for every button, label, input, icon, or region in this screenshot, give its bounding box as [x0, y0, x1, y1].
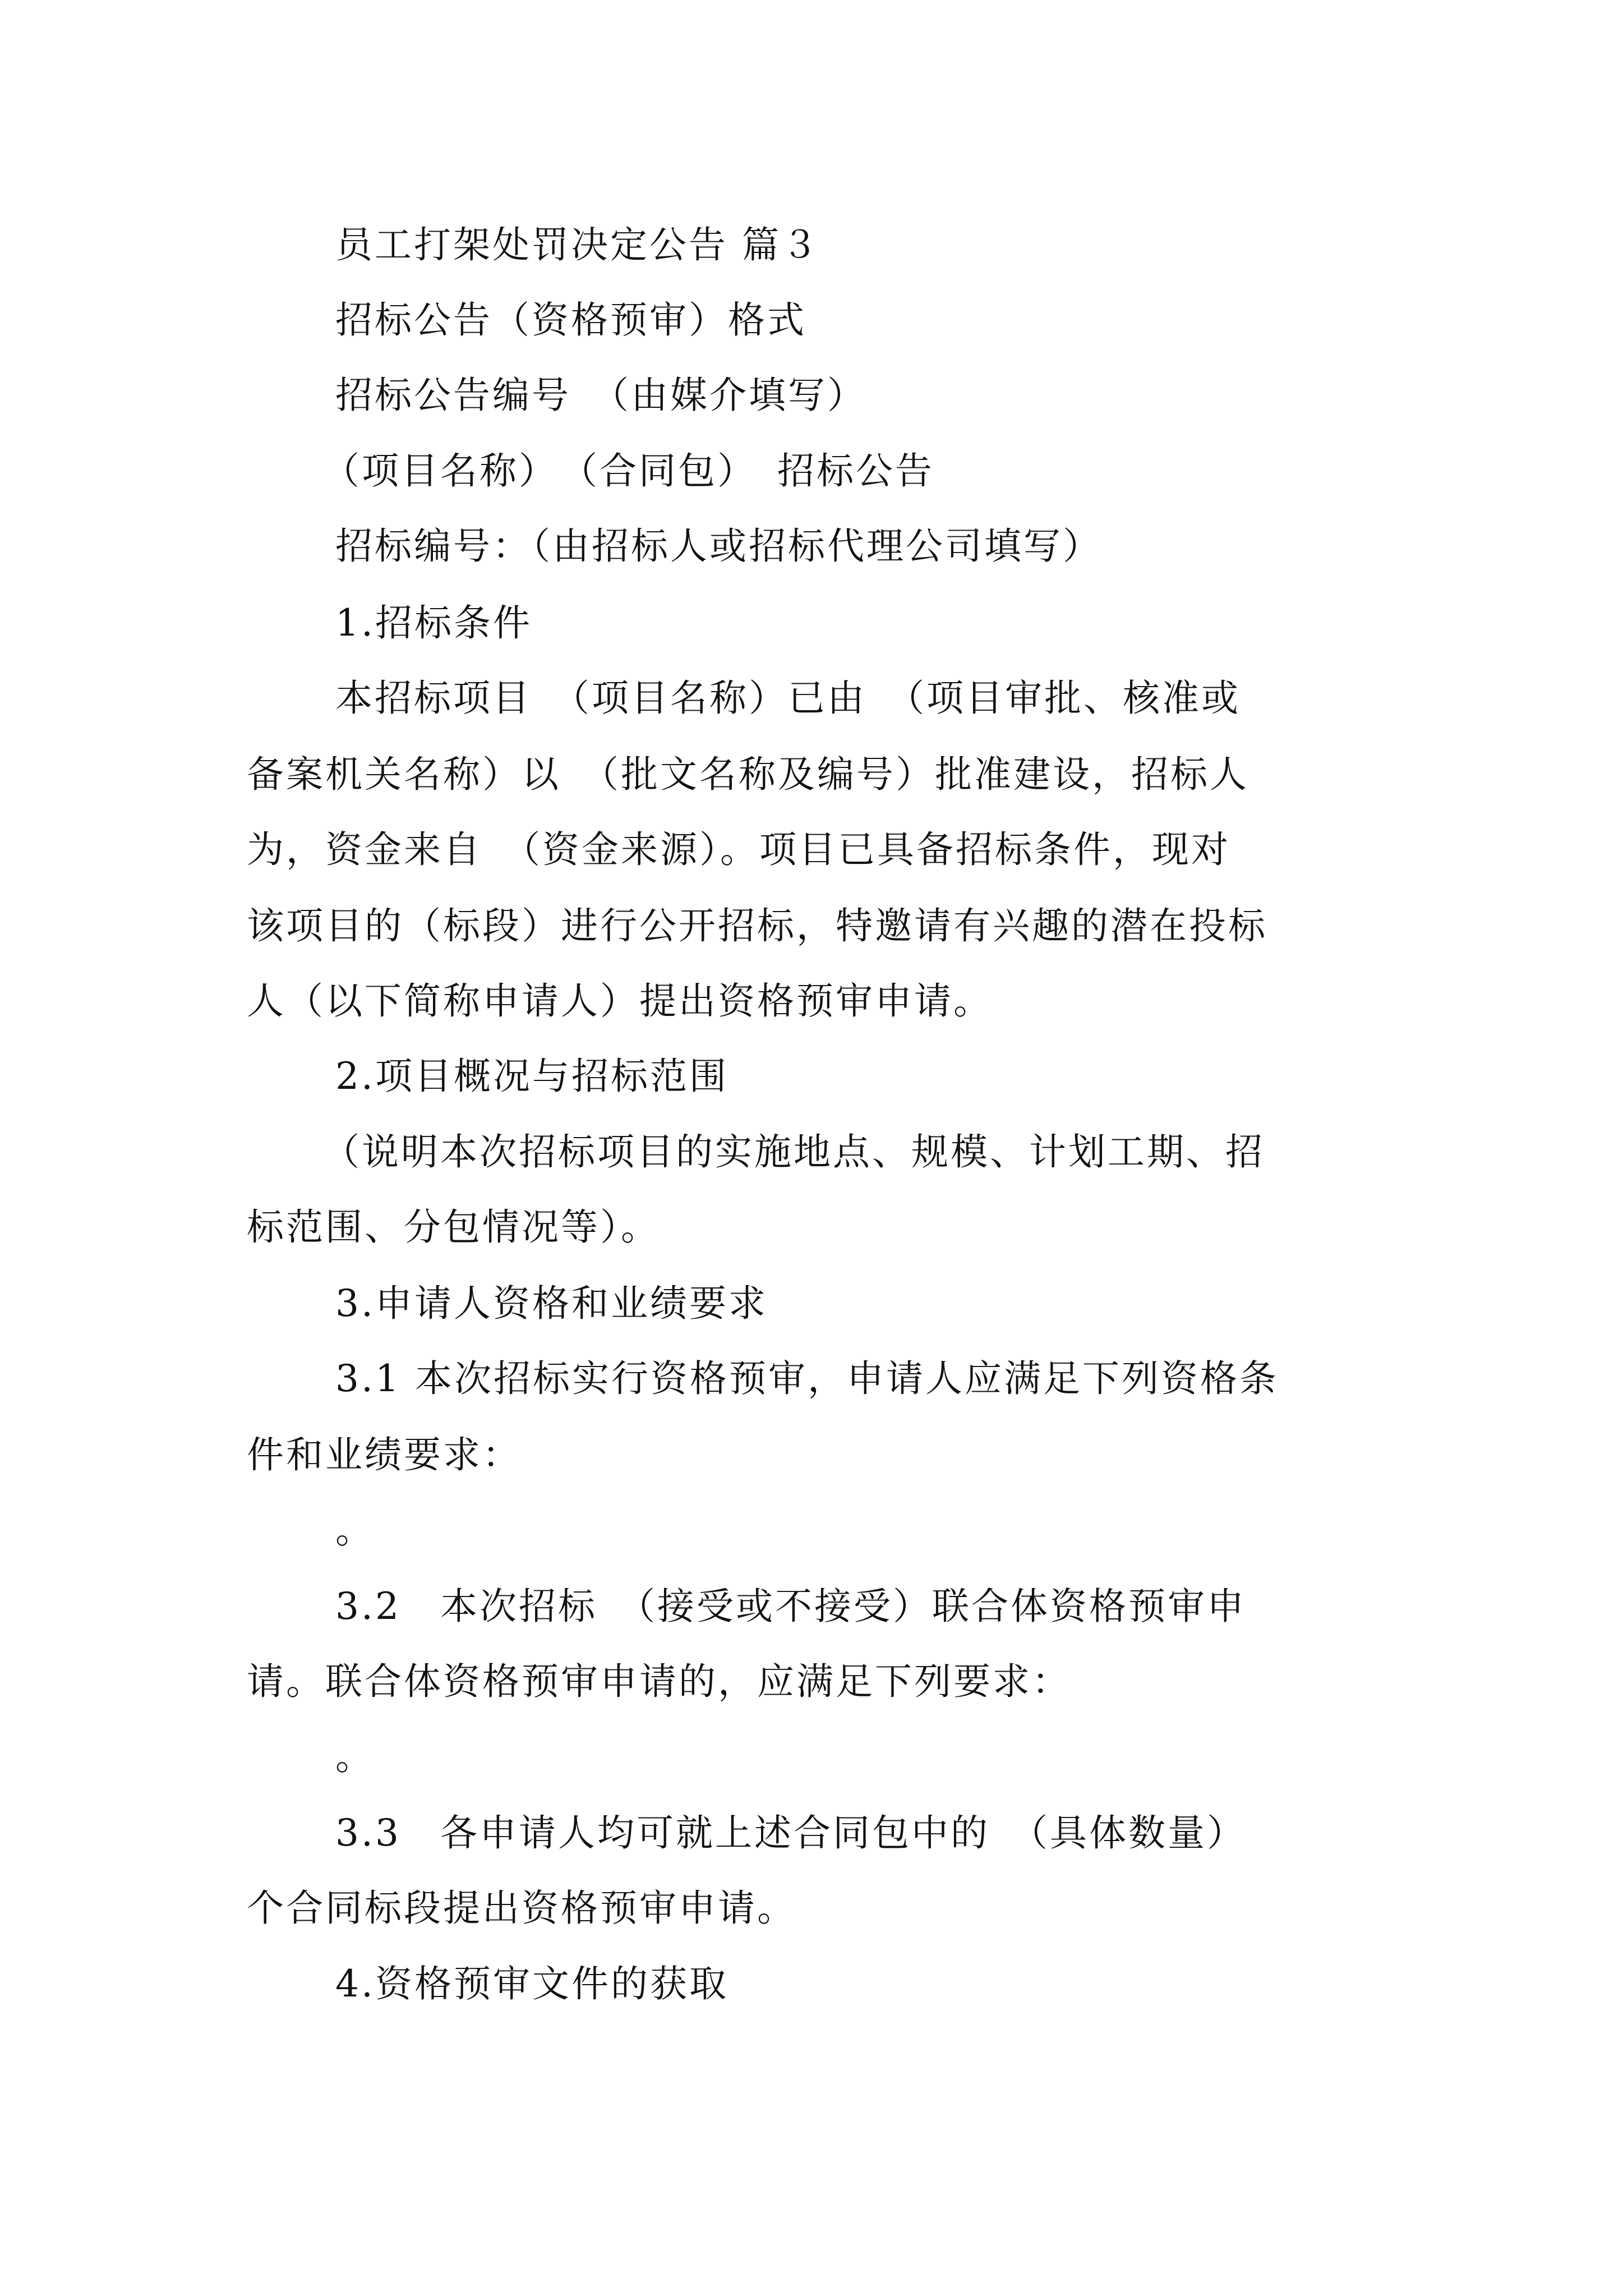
doc-subheading: 招标公告（资格预审）格式 [335, 298, 806, 342]
doc-paragraph: （项目名称） （合同包） 招标公告 [322, 449, 934, 493]
doc-paragraph: 招标公告编号 （由媒介填写） [335, 374, 866, 417]
doc-paragraph: 请。联合体资格预审申请的，应满足下列要求： [247, 1660, 1071, 1703]
doc-paragraph: 标范围、分包情况等）。 [247, 1205, 660, 1249]
doc-paragraph: 3.2 本次招标 （接受或不接受）联合体资格预审申 [335, 1585, 1246, 1628]
doc-paragraph: 人（以下简称申请人）提出资格预审申请。 [247, 979, 993, 1023]
doc-paragraph: 件和业绩要求： [247, 1433, 522, 1476]
doc-paragraph: 3.1 本次招标实行资格预审，申请人应满足下列资格条 [335, 1357, 1279, 1400]
doc-paragraph: 该项目的（标段）进行公开招标，特邀请有兴趣的潜在投标 [247, 904, 1267, 947]
section-title: 4.资格预审文件的获取 [335, 1962, 728, 2005]
doc-paragraph: 备案机关名称）以 （批文名称及编号）批准建设，招标人 [247, 753, 1249, 796]
doc-paragraph: 招标编号：（由招标人或招标代理公司填写） [335, 524, 1102, 568]
doc-heading: 员工打架处罚决定公告 篇３ [335, 223, 820, 266]
doc-paragraph: 为，资金来自 （资金来源）。项目已具备招标条件，现对 [247, 828, 1230, 871]
doc-paragraph: 。 [335, 1508, 375, 1552]
section-title: 3.申请人资格和业绩要求 [335, 1282, 768, 1325]
doc-paragraph: （说明本次招标项目的实施地点、规模、计划工期、招 [322, 1130, 1265, 1174]
doc-paragraph: 。 [335, 1735, 375, 1778]
section-title: 1.招标条件 [335, 601, 532, 645]
doc-paragraph: 3.3 各申请人均可就上述合同包中的 （具体数量） [335, 1811, 1246, 1855]
doc-paragraph: 本招标项目 （项目名称）已由 （项目审批、核准或 [335, 677, 1241, 720]
section-title: 2.项目概况与招标范围 [335, 1055, 728, 1098]
doc-paragraph: 个合同标段提出资格预审申请。 [247, 1887, 796, 1930]
